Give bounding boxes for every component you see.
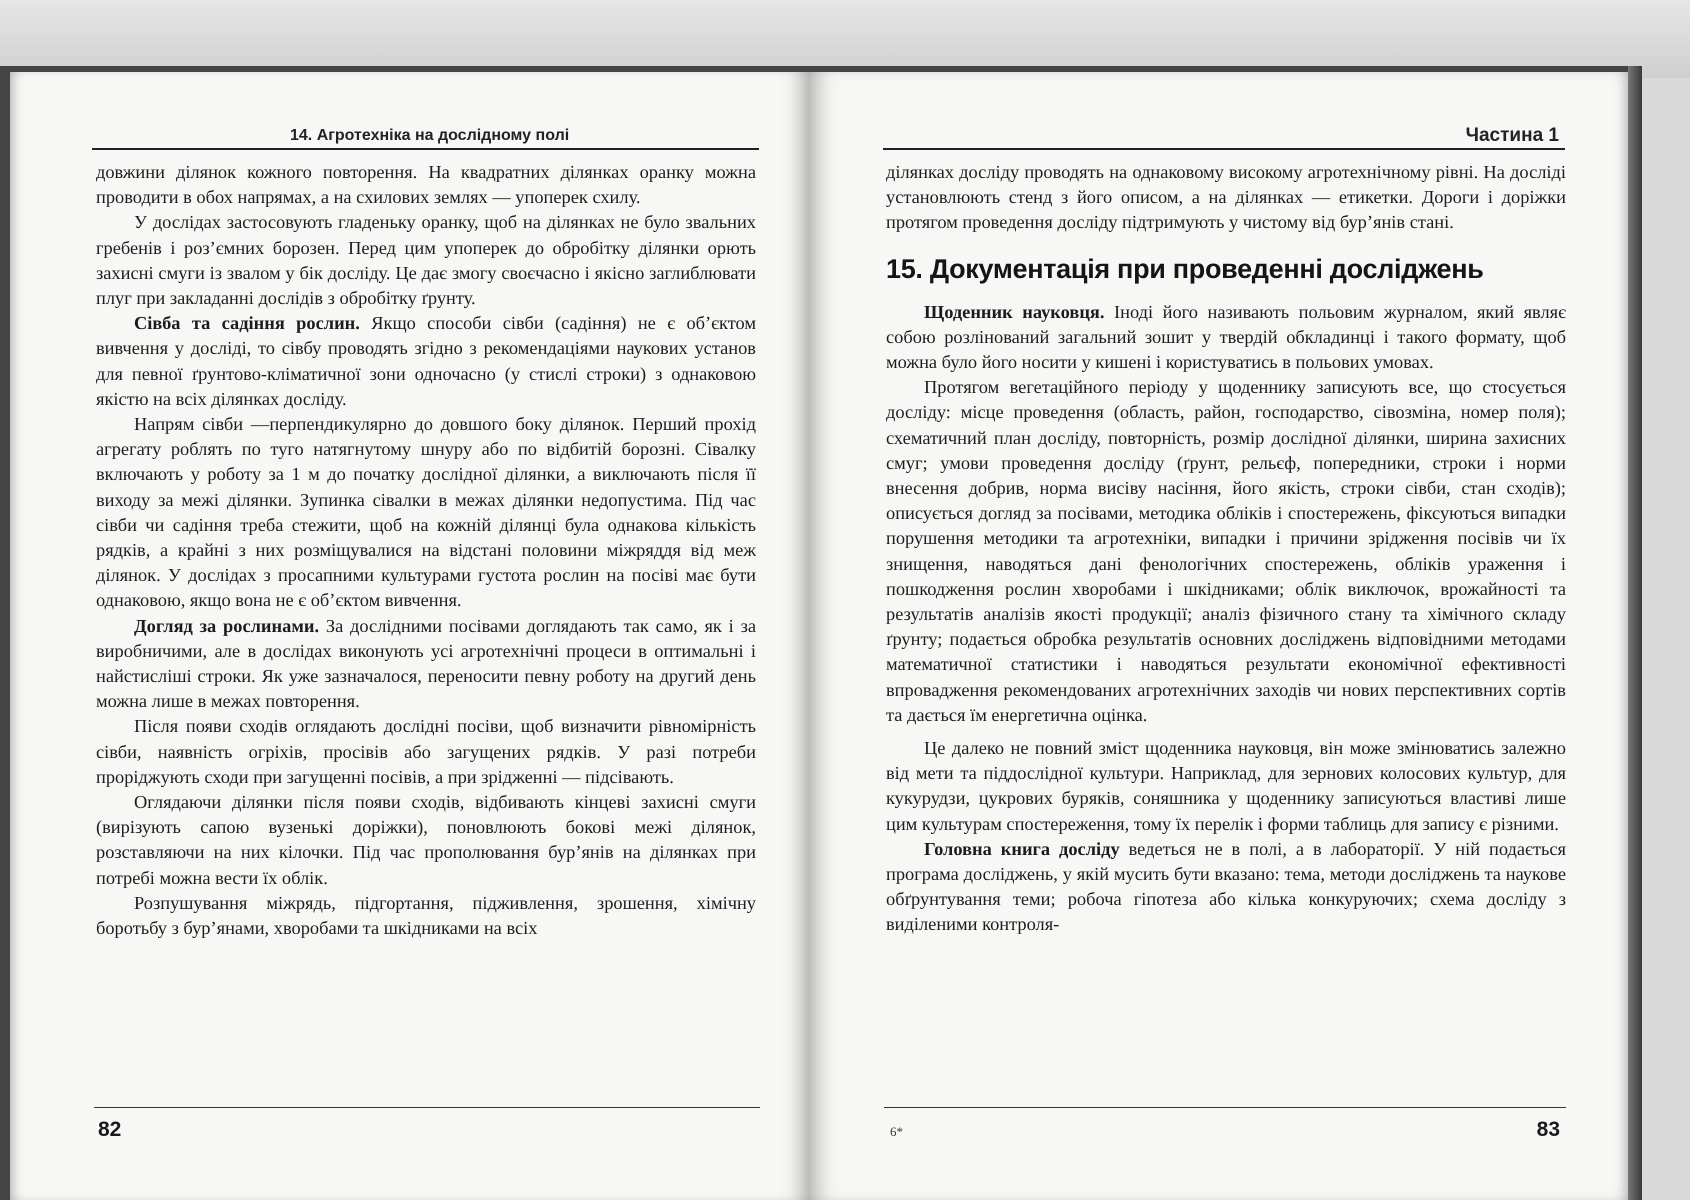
running-head-text: 14. Агротехніка на дослідному полі [290,127,570,144]
paragraph: ділянках досліду проводять на однаковому високому агротехнічному рівні. На досліді установлюють стенд з його описом, а на ділянках — етикетки. Дороги і доріжки протягом проведення досліду підтримують у чистому від бур’янів стані. [886,162,1566,233]
left-page [10,72,808,1200]
paragraph-lead: Сівба та садіння рослин. [134,313,360,334]
paragraph-lead: Щоденник науковця. [924,301,1105,322]
page-number: 83 [1536,1118,1560,1141]
signature-mark: 6* [890,1124,903,1139]
right-page-body [886,160,1566,938]
paragraph: Сівба та садіння рослин. Якщо способи сівби (садіння) не є об’єктом вивчення у досліді, то сівбу проводять згідно з рекомендаціями наукових установ для певної ґрунтово-кліматичної зони одночасно (у стислі строки) з однаковою якістю на всіх ділянках досліду. [96,313,756,409]
paragraph-lead: Догляд за рослинами. [134,615,320,636]
paragraph-lead: Головна книга досліду [924,838,1120,859]
page-number: 82 [98,1118,122,1141]
footer-rule [884,1107,1566,1108]
running-head-left [92,122,759,150]
right-page [808,72,1628,1200]
paragraph: Щоденник науковця. Іноді його називають польовим журналом, який являє собою розлінований загальний зошит у твердій обкладинці і такого формату, щоб можна було його носити у кишені і користуватись в польових умовах. [886,301,1566,373]
running-head-right [883,122,1565,150]
paragraph: Це далеко не повний зміст щоденника науковця, він може змінюватись залежно від мети та піддослідної культури. Наприклад, для зернових колосових культур, для кукурудзи, цукрових буряків, соняшника у щоденнику записуються властиві лише цим культурам спостереження, тому їх перелік і форми таблиць для запису є різними. [886,738,1566,834]
section-title: 15. Документація при проведенні досліджень [886,253,1484,284]
paragraph: Протягом вегетаційного періоду у щоденнику записують все, що стосується досліду: місце проведення (область, район, господарство, сівозміна, номер поля); схематичний план досліду, повторність, розмір дослідної ділянки, ширина захисних смуг; умови проведення досліду (ґрунт, рельєф, попередники, строки і норми внесення добрив, норма висіву насіння, його якість, строки сівби, стан сходів); описується догляд за посівами, методика обліків і спостережень, фіксуються випадки порушення методики та агротехніки, випадки і причини зрідження посівів чи їх знищення, наводяться дані фенологічних спостережень, обліків ураження і пошкодження рослин хворобами і шкідниками; облік виключок, врожайності та результатів аналізів якості продукції; аналіз фізичного стану та хімічного складу ґрунту; подається обробка результатів основних досліджень відповідними методами математичної статистики і наводяться результати економічної ефективності впровадження рекомендованих агротехнічних заходів чи нових перспективних сортів та дається їм енергетична оцінка. [886,377,1566,725]
paragraph: Розпушування міжрядь, підгортання, підживлення, зрошення, хімічну боротьбу з бур’янами, хворобами та шкідниками на всіх [96,892,756,939]
paragraph: довжини ділянок кожного повторення. На квадратних ділянках оранку можна проводити в обох напрямах, а на схилових землях — упоперек схилу. [96,162,756,208]
paragraph: Після появи сходів оглядають дослідні посіви, щоб визначити рівномірність сівби, наявність огріхів, просівів або загущених рядків. У разі потреби проріджують сходи при загущенні посівів, а при зрідженні — підсівають. [96,716,756,787]
book-edge [1628,66,1642,1200]
paragraph: У дослідах застосовують гладеньку оранку, щоб на ділянках не було звальних гребенів і роз’ємних борозен. Перед цим упоперек до обробітку ділянки орють захисні смуги із звалом у бік досліду. Це дає змогу своєчасно і якісно заглиблювати плуг при закладанні дослідів з обробітку ґрунту. [96,212,756,309]
left-page-body [96,160,756,941]
running-head-text: Частина 1 [1465,125,1559,146]
paragraph: Оглядаючи ділянки після появи сходів, відбивають кінцеві захисні смуги (вирізують сапою вузенькі доріжки), поновлюють бокові межі ділянок, розставляючи на них кілочки. Під час прополювання бур’янів на ділянках при потребі можна вести їх облік. [96,792,756,888]
paragraph: Напрям сівби —перпендикулярно до довшого боку ділянок. Перший прохід агрегату роблять по туго натягнутому шнуру або по відбитій борозні. Сівалку включають у роботу за 1 м до початку дослідної ділянки, а виключають після її виходу за межі ділянки. Зупинка сівалки в межах ділянки недопустима. Під час сівби чи садіння треба стежити, щоб на кожній ділянці була однакова кількість рядків, а крайні з них розміщувалися на відстані половини міжряддя від меж ділянок. У дослідах з просапними культурами густота рослин на посіві має бути однаковою, якщо вона не є об’єктом вивчення. [96,414,756,611]
paragraph: Догляд за рослинами. За дослідними посівами доглядають так само, як і за виробничими, але в дослідах виконують усі агротехнічні процеси в оптимальні і найстисліші строки. Як уже зазначалося, переносити певну роботу на другий день можна лише в межах повторення. [96,615,756,712]
paragraph: Головна книга досліду ведеться не в полі, а в лабораторії. У ній подається програма досліджень, у якій мусить бути вказано: тема, методи досліджень та наукове обґрунтування теми; робоча гіпотеза або кілька конкуруючих; схема досліду з виділеними контроля- [886,838,1566,935]
footer-rule [94,1107,760,1108]
